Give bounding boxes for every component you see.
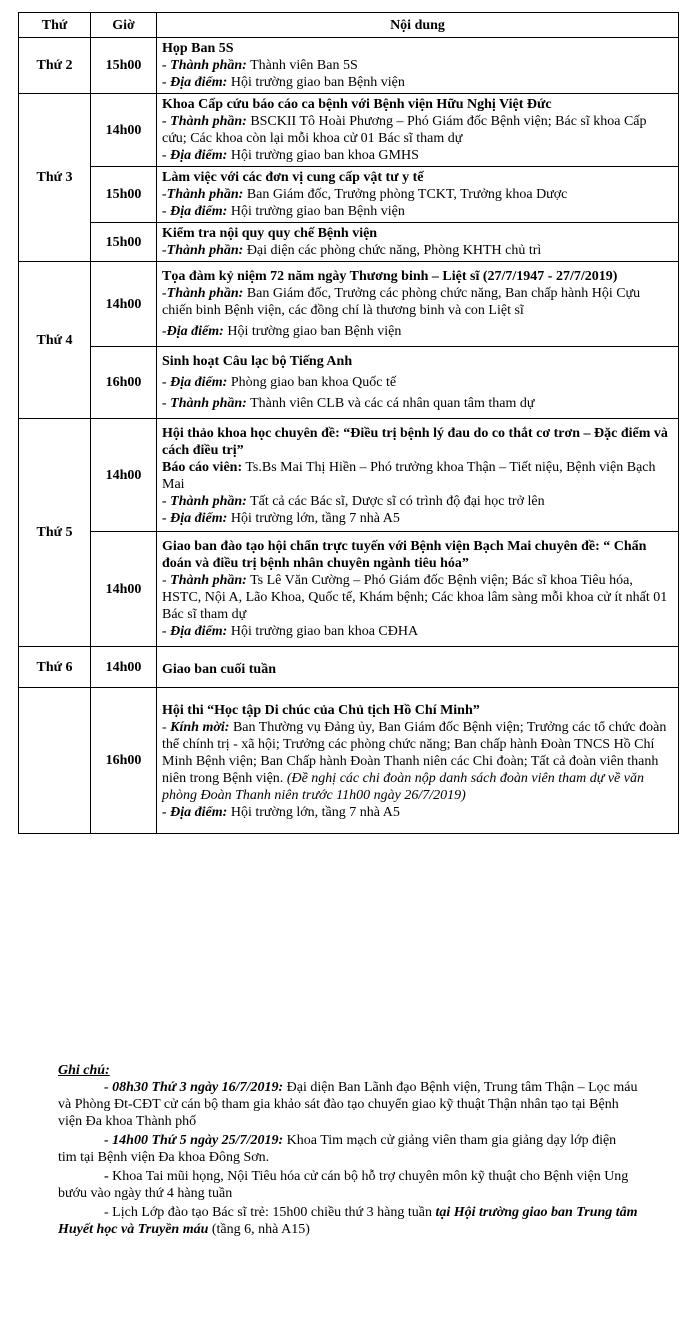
members-text: Ts Lê Văn Cường – Phó Giám đốc Bệnh viện; Bác sĩ khoa Tiêu hóa, HSTC, Nội A, Lão Khoa, Quốc tế, Khám bệnh; Các khoa lâm sàng mỗi khoa cử ít nhất 01 Bác sĩ tham dự — [162, 573, 668, 622]
note-item — [58, 1168, 638, 1202]
location-label: - Địa điểm: — [162, 624, 228, 639]
members-label: - Thành phần: — [162, 58, 247, 73]
members-label: -Thành phần: — [162, 243, 244, 258]
event-title: Sinh hoạt Câu lạc bộ Tiếng Anh — [162, 354, 353, 369]
notes-section — [58, 1062, 638, 1240]
table-row — [19, 223, 679, 262]
members-text: Tất cả các Bác sĩ, Dược sĩ có trình độ đại học trở lên — [250, 494, 545, 509]
location-label: - Địa điểm: — [162, 511, 228, 526]
members-text: Thành viên CLB và các cá nhân quan tâm tham dự — [250, 396, 535, 411]
location-text: Hội trường giao ban Bệnh viện — [230, 204, 405, 219]
members-text: Đại diện các phòng chức năng, Phòng KHTH chủ trì — [246, 243, 542, 258]
note-text: Đại diện Ban Lãnh đạo Bệnh viện, Trung tâm Thận – Lọc máu và Phòng Đt-CĐT cử cán bộ tham gia khảo sát đào tạo chuyển giao kỹ thuật Thận nhân tạo tại Bệnh viện Đa khoa Thành phố — [58, 1080, 638, 1129]
event-content — [157, 262, 679, 347]
location-text: Hội trường giao ban Bệnh viện — [227, 324, 402, 339]
note-item — [58, 1132, 638, 1166]
day-cell: Thứ 5 — [19, 419, 91, 647]
table-row — [19, 647, 679, 688]
event-location — [162, 203, 673, 220]
event-content — [157, 688, 679, 834]
request-text: (Đề nghị các chi đoàn nộp danh sách đoàn viên tham dự về văn phòng Đoàn Thanh niên trước 11h00 ngày 26/7/2019) — [162, 771, 644, 803]
event-title: Khoa Cấp cứu báo cáo ca bệnh với Bệnh viện Hữu Nghị Việt Đức — [162, 97, 552, 112]
location-label: - Địa điểm: — [162, 75, 228, 90]
members-text: BSCKII Tô Hoài Phương – Phó Giám đốc Bệnh viện; Bác sĩ khoa Cấp cứu; Các khoa còn lại mỗi khoa cử 01 Bác sĩ tham dự — [162, 114, 647, 146]
time-cell: 15h00 — [91, 38, 157, 94]
note-lead: - — [104, 1169, 109, 1184]
members-label: - Thành phần: — [162, 494, 247, 509]
event-members — [162, 113, 673, 147]
time-cell: 15h00 — [91, 223, 157, 262]
event-members: - Thành phần: Ts Lê Văn Cường – Phó Giám đốc Bệnh viện; Bác sĩ khoa Tiêu hóa, HSTC, Nội A, Lão Khoa, Quốc tế, Khám bệnh; Các khoa lâm sàng mỗi khoa cử ít nhất 01 Bác sĩ tham dự — [162, 573, 668, 622]
header-row — [19, 13, 679, 38]
event-content — [157, 223, 679, 262]
note-item — [58, 1079, 638, 1130]
event-title: Giao ban cuối tuần — [162, 661, 276, 677]
event-content — [157, 94, 679, 167]
table-row — [19, 38, 679, 94]
day-cell: Thứ 4 — [19, 262, 91, 419]
event-title: Làm việc với các đơn vị cung cấp vật tư y tế — [162, 170, 424, 185]
location-text: Hội trường lớn, tầng 7 nhà A5 — [230, 805, 400, 820]
event-title: Giao ban đào tạo hội chẩn trực tuyến với Bệnh viện Bạch Mai chuyên đề: “ Chẩn đoán và điều trị bệnh nhân chuyên ngành tiêu hóa” — [162, 539, 647, 571]
event-title: Tọa đàm kỷ niệm 72 năm ngày Thương binh – Liệt sĩ (27/7/1947 - 27/7/2019) — [162, 269, 618, 284]
event-location — [162, 374, 673, 391]
location-label: - Địa điểm: — [162, 148, 228, 163]
table-row — [19, 532, 679, 647]
event-content — [157, 419, 679, 532]
note-item — [58, 1204, 638, 1238]
time-cell: 15h00 — [91, 167, 157, 223]
event-location — [162, 510, 673, 527]
location-label: - Địa điểm: — [162, 204, 228, 219]
event-title: Kiểm tra nội quy quy chế Bệnh viện — [162, 226, 378, 241]
event-reporter — [162, 459, 673, 493]
members-label: -Thành phần: — [162, 187, 244, 202]
event-location — [162, 623, 673, 640]
table-row — [19, 688, 679, 834]
note-lead: - 08h30 Thứ 3 ngày 16/7/2019: — [104, 1080, 284, 1095]
location-text: Hội trường lớn, tầng 7 nhà A5 — [230, 511, 400, 526]
location-text: Hội trường giao ban khoa CĐHA — [230, 624, 419, 639]
time-cell: 14h00 — [91, 419, 157, 532]
time-cell: 14h00 — [91, 532, 157, 647]
time-cell: 14h00 — [91, 262, 157, 347]
time-cell: 16h00 — [91, 688, 157, 834]
event-content — [157, 167, 679, 223]
day-cell: Thứ 6 — [19, 647, 91, 688]
reporter-text: Ts.Bs Mai Thị Hiền – Phó trưởng khoa Thận – Tiết niệu, Bệnh viện Bạch Mai — [162, 460, 656, 492]
event-members — [162, 57, 673, 74]
time-cell: 16h00 — [91, 347, 157, 419]
event-content — [157, 38, 679, 94]
members-label: -Thành phần: — [162, 286, 244, 301]
event-location — [162, 147, 673, 164]
members-label: - Thành phần: — [162, 396, 247, 411]
time-cell: 14h00 — [91, 647, 157, 688]
location-label: - Địa điểm: — [162, 375, 228, 390]
event-content — [157, 532, 679, 647]
header-content: Nội dung — [157, 13, 679, 38]
header-time: Giờ — [91, 13, 157, 38]
location-text: Phòng giao ban khoa Quốc tế — [230, 375, 397, 390]
header-day: Thứ — [19, 13, 91, 38]
event-invited: - Kính mời: Ban Thường vụ Đảng ủy, Ban Giám đốc Bệnh viện; Trưởng các tổ chức đoàn thể chính trị - xã hội; Trưởng các phòng chức năng; Ban chấp hành Đoàn TNCS Hồ Chí Minh Bệnh viện; Ban Chấp hành Đoàn Thanh niên các Chi đoàn; Tất cả đoàn viên thanh niên trong Bệnh viện. (Đề nghị các chi đoàn nộp danh sách đoàn viên tham dự về văn phòng Đoàn Thanh niên trước 11h00 ngày 26/7/2019) — [162, 720, 667, 803]
day-cell: Thứ 2 — [19, 38, 91, 94]
location-text: Hội trường giao ban khoa GMHS — [230, 148, 419, 163]
note-emphasis: tại Hội trường giao ban Trung tâm Huyết học và Truyền máu — [58, 1205, 638, 1237]
event-members — [162, 395, 673, 412]
event-content — [157, 647, 679, 688]
notes-heading: Ghi chú: — [58, 1063, 110, 1078]
members-text: Ban Giám đốc, Trưởng phòng TCKT, Trưởng khoa Dược — [246, 187, 568, 202]
table-row — [19, 262, 679, 347]
table-row — [19, 347, 679, 419]
day-cell-empty — [19, 688, 91, 834]
reporter-label: Báo cáo viên: — [162, 460, 243, 475]
location-label: - Địa điểm: — [162, 805, 228, 820]
schedule-table — [18, 12, 679, 834]
event-title: Hội thi “Học tập Di chúc của Chủ tịch Hồ Chí Minh” — [162, 703, 480, 718]
invited-label: Kính mời: — [170, 720, 230, 735]
event-location — [162, 323, 673, 340]
members-text: Ban Giám đốc, Trưởng các phòng chức năng, Ban chấp hành Hội Cựu chiến binh Bệnh viện, các đồng chí là thương binh và con Liệt sĩ — [162, 286, 641, 318]
note-text: Khoa Tim mạch cử giảng viên tham gia giảng dạy lớp điện tim tại Bệnh viện Đa khoa Đông Sơn. — [58, 1133, 617, 1165]
location-label: -Địa điểm: — [162, 324, 224, 339]
note-lead: - 14h00 Thứ 5 ngày 25/7/2019: — [104, 1133, 284, 1148]
event-members — [162, 242, 673, 259]
event-title: Họp Ban 5S — [162, 41, 234, 56]
members-text: Thành viên Ban 5S — [250, 58, 358, 73]
day-cell: Thứ 3 — [19, 94, 91, 262]
invited-text: Ban Thường vụ Đảng ủy, Ban Giám đốc Bệnh viện; Trưởng các tổ chức đoàn thể chính trị - xã hội; Trưởng các phòng chức năng; Ban chấp hành Đoàn TNCS Hồ Chí Minh Bệnh viện; Ban Chấp hành Đoàn Thanh niên các Chi đoàn; Tất cả đoàn viên thanh niên trong Bệnh viện. — [162, 720, 667, 786]
note-text: - Lịch Lớp đào tạo Bác sĩ trẻ: 15h00 chiều thứ 3 hàng tuần — [104, 1205, 432, 1220]
time-cell: 14h00 — [91, 94, 157, 167]
event-content — [157, 347, 679, 419]
event-members — [162, 285, 673, 319]
event-title: Hội thảo khoa học chuyên đề: “Điều trị bệnh lý đau do co thắt cơ trơn – Đặc điểm và cách điều trị” — [162, 426, 668, 458]
note-text: Khoa Tai mũi họng, Nội Tiêu hóa cử cán bộ hỗ trợ chuyên môn kỹ thuật cho Bệnh viện Ung bướu vào ngày thứ 4 hàng tuần — [58, 1169, 629, 1201]
table-row — [19, 94, 679, 167]
event-location — [162, 74, 673, 91]
table-row — [19, 419, 679, 532]
table-row — [19, 167, 679, 223]
location-text: Hội trường giao ban Bệnh viện — [230, 75, 405, 90]
event-members — [162, 493, 673, 510]
event-location — [162, 804, 673, 821]
members-label: - Thành phần: — [162, 114, 247, 129]
members-label: Thành phần: — [170, 573, 247, 588]
note-tail: (tầng 6, nhà A15) — [211, 1222, 310, 1237]
event-members — [162, 186, 673, 203]
